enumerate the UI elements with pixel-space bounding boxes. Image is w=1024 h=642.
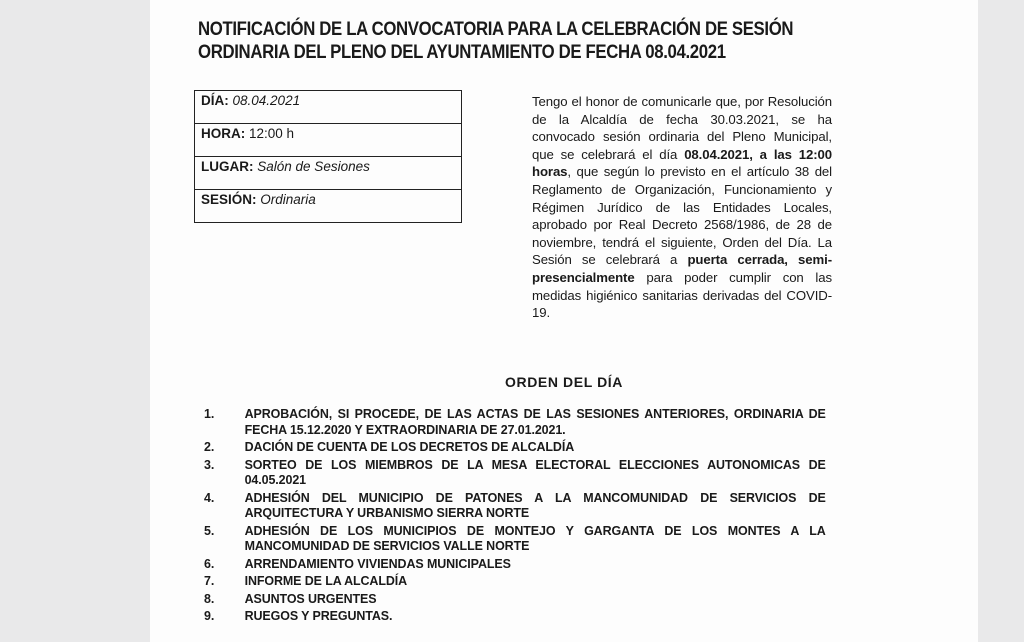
hora-value: 12:00 h <box>249 126 295 141</box>
agenda-item-number: 6. <box>204 556 215 571</box>
info-row-dia <box>195 91 462 124</box>
agenda-item-text: ASUNTOS URGENTES <box>244 591 377 606</box>
agenda-item-number: 7. <box>204 574 215 588</box>
agenda-item <box>204 440 826 456</box>
agenda-item <box>204 592 826 608</box>
agenda-item-number: 8. <box>204 591 215 606</box>
lugar-label: LUGAR: <box>201 159 254 174</box>
agenda-item <box>204 609 826 625</box>
dia-label: DÍA: <box>201 93 229 108</box>
paragraph-text-2: , que según lo previsto en el artículo 38 del Reglamento de Organización, Funcionamiento y Régimen Jurídico de las Entidades Locales, aprobado por Real Decreto 2568/1986, de 28 de noviembre, tendrá el siguiente, Orden del Día. La Sesión se celebrará a <box>532 164 832 268</box>
convocation-paragraph <box>532 93 832 322</box>
paragraph-text-3: para poder cumplir con las medidas higiénico sanitarias derivadas del COVID-19. <box>532 269 832 321</box>
agenda-item-text: RUEGOS Y PREGUNTAS. <box>244 609 393 623</box>
agenda-item-text: SORTEO DE LOS MIEMBROS DE LA MESA ELECTORAL ELECCIONES AUTONOMICAS DE 04.05.2021 <box>244 457 826 487</box>
agenda-item <box>204 524 826 555</box>
agenda-list <box>204 407 826 627</box>
agenda-item <box>204 491 826 522</box>
agenda-item-text: ADHESIÓN DE LOS MUNICIPIOS DE MONTEJO Y GARGANTA DE LOS MONTES A LA MANCOMUNIDAD DE SERVICIOS VALLE NORTE <box>244 523 826 553</box>
document-page <box>150 0 978 642</box>
session-info-table <box>194 90 462 223</box>
agenda-item <box>204 557 826 573</box>
dia-value: 08.04.2021 <box>232 93 301 108</box>
agenda-item <box>204 407 826 438</box>
title-line-1: NOTIFICACIÓN DE LA CONVOCATORIA PARA LA CELEBRACIÓN DE SESIÓN <box>198 18 794 40</box>
agenda-item-number: 9. <box>204 609 215 623</box>
agenda-item-number: 1. <box>204 407 215 421</box>
document-title <box>198 18 794 64</box>
agenda-item-text: ADHESIÓN DEL MUNICIPIO DE PATONES A LA MANCOMUNIDAD DE SERVICIOS DE ARQUITECTURA Y URBANISMO SIERRA NORTE <box>244 490 826 520</box>
lugar-value: Salón de Sesiones <box>257 159 370 174</box>
paragraph-date-time: 08.04.2021, a las 12:00 horas <box>532 146 832 180</box>
agenda-item-number: 3. <box>204 457 215 472</box>
info-row-hora <box>195 124 462 157</box>
info-row-sesion <box>195 190 462 223</box>
title-line-2: ORDINARIA DEL PLENO DEL AYUNTAMIENTO DE FECHA 08.04.2021 <box>198 41 726 63</box>
agenda-item-number: 4. <box>204 490 215 505</box>
agenda-item-text: ARRENDAMIENTO VIVIENDAS MUNICIPALES <box>244 556 511 571</box>
sesion-label: SESIÓN: <box>201 192 257 207</box>
agenda-item-text: INFORME DE LA ALCALDÍA <box>244 574 408 588</box>
agenda-item-text: APROBACIÓN, SI PROCEDE, DE LAS ACTAS DE LAS SESIONES ANTERIORES, ORDINARIA DE FECHA 15.12.2020 Y EXTRAORDINARIA DE 27.01.2021. <box>244 407 826 437</box>
agenda-item-text: DACIÓN DE CUENTA DE LOS DECRETOS DE ALCALDÍA <box>244 440 575 454</box>
paragraph-text-1: Tengo el honor de comunicarle que, por Resolución de la Alcaldía de fecha 30.03.2021, se ha convocado sesión ordinaria del Pleno Municipal, que se celebrará el día <box>532 94 832 162</box>
agenda-item <box>204 574 826 590</box>
agenda-heading: ORDEN DEL DÍA <box>505 374 623 390</box>
agenda-item-number: 2. <box>204 440 215 454</box>
agenda-item <box>204 458 826 489</box>
sesion-value: Ordinaria <box>260 192 316 207</box>
info-row-lugar <box>195 157 462 190</box>
hora-label: HORA: <box>201 126 246 141</box>
agenda-item-number: 5. <box>204 523 215 538</box>
paragraph-session-mode: puerta cerrada, semi-presencialmente <box>532 252 832 285</box>
